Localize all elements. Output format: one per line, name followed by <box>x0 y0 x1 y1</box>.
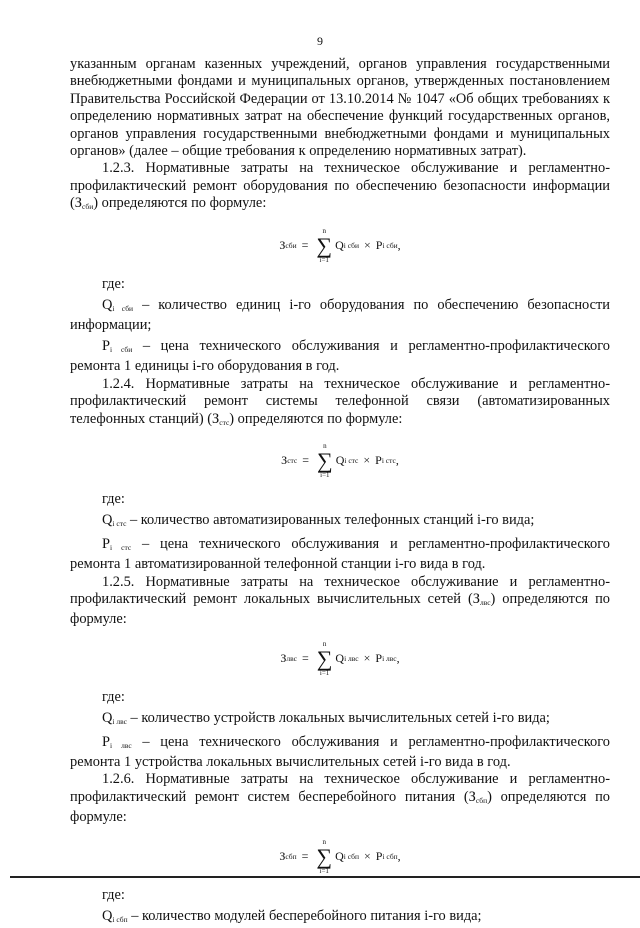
section-heading: 1.2.6. Нормативные затраты на техническое обслуживание и регламентно-профилактический ремонт систем бесперебойного питания $(З_{сбп})$ определяются по формуле: <box>70 771 610 826</box>
where-label: где: <box>102 275 125 292</box>
symbol: $З_{сби}$ <box>74 195 94 212</box>
definition-p: $P_{i лвс}$ – цена технического обслуживания и регламентно-профилактического ремонта 1 устройства локальных вычислительных сетей i-го вида в год. <box>70 733 610 770</box>
definition-q: $Q_{i стс}$ – количество автоматизированных телефонных станций i-го вида; <box>102 512 535 529</box>
definition-q: $Q_{i сби}$ – количество единиц i-го оборудования по обеспечению безопасности информации; <box>70 297 610 334</box>
definition-q: $Q_{i сбп}$ – количество модулей бесперебойного питания i-го вида; <box>102 908 482 924</box>
symbol: $З_{сбп}$ <box>468 788 488 805</box>
section-heading: 1.2.5. Нормативные затраты на техническое обслуживание и регламентно-профилактический ремонт локальных вычислительных сетей $(З_{лвс})$ определяются по формуле: <box>70 573 610 628</box>
formula: З стс = n ∑ i=1 Q i стс × P i стс , <box>281 441 399 479</box>
where-label: где: <box>102 490 125 507</box>
document-body <box>70 56 610 928</box>
section-heading: 1.2.3. Нормативные затраты на техническое обслуживание и регламентно-профилактический ремонт оборудования по обеспечению безопасности информации $(З_{сби})$ определяются по формуле: <box>70 160 610 212</box>
page-number: 9 <box>317 34 323 48</box>
symbol: $З_{стс}$ <box>212 410 230 427</box>
definition-p: $P_{i сби}$ – цена технического обслуживания и регламентно-профилактического ремонта 1 единицы i-го оборудования в год. <box>70 337 610 375</box>
section-1-2-5 <box>70 574 610 772</box>
sum-icon: n ∑ i=1 <box>316 639 333 677</box>
formula: З сби = n ∑ i=1 Q i сби × P i сби , <box>279 226 401 264</box>
section-1-2-4 <box>70 376 610 574</box>
where-label: где: <box>102 688 125 705</box>
sum-icon: n ∑ i=1 <box>316 226 333 264</box>
definition-q: $Q_{i лвс}$ – количество устройств локальных вычислительных сетей i-го вида; <box>102 710 550 727</box>
sum-icon: n ∑ i=1 <box>317 441 333 479</box>
section-1-2-3 <box>70 160 610 375</box>
bottom-rule <box>10 876 640 878</box>
section-heading: 1.2.4. Нормативные затраты на техническое обслуживание и регламентно-профилактический ремонт системы телефонной связи (автоматизированных телефонных станций) $(З_{стс})$ определяются по формуле: <box>70 375 610 427</box>
formula: З сбп = n ∑ i=1 Q i сбп × P i сбп , <box>279 837 401 875</box>
formula: З лвс = n ∑ i=1 Q i лвс × P i лвс , <box>280 639 400 677</box>
where-label: где: <box>102 886 125 903</box>
sum-icon: n ∑ i=1 <box>316 837 333 875</box>
definition-p: $P_{i стс}$ – цена технического обслуживания и регламентно-профилактического ремонта 1 автоматизированной телефонной станции i-го вида в год. <box>70 535 610 573</box>
symbol: $З_{лвс}$ <box>472 590 491 607</box>
intro-paragraph: указанным органам казенных учреждений, органов управления государственными внебюджетными фондами и муниципальных органов, утвержденных постановлением Правительства Российской Федерации от 13.10.2014 № 1047 «Об общих требованиях к определению нормативных затрат на обеспечение функций государственных органов, органов управления государственными внебюджетными фондами и муниципальных органов» (далее – общие требования к определению нормативных затрат). <box>70 56 610 160</box>
